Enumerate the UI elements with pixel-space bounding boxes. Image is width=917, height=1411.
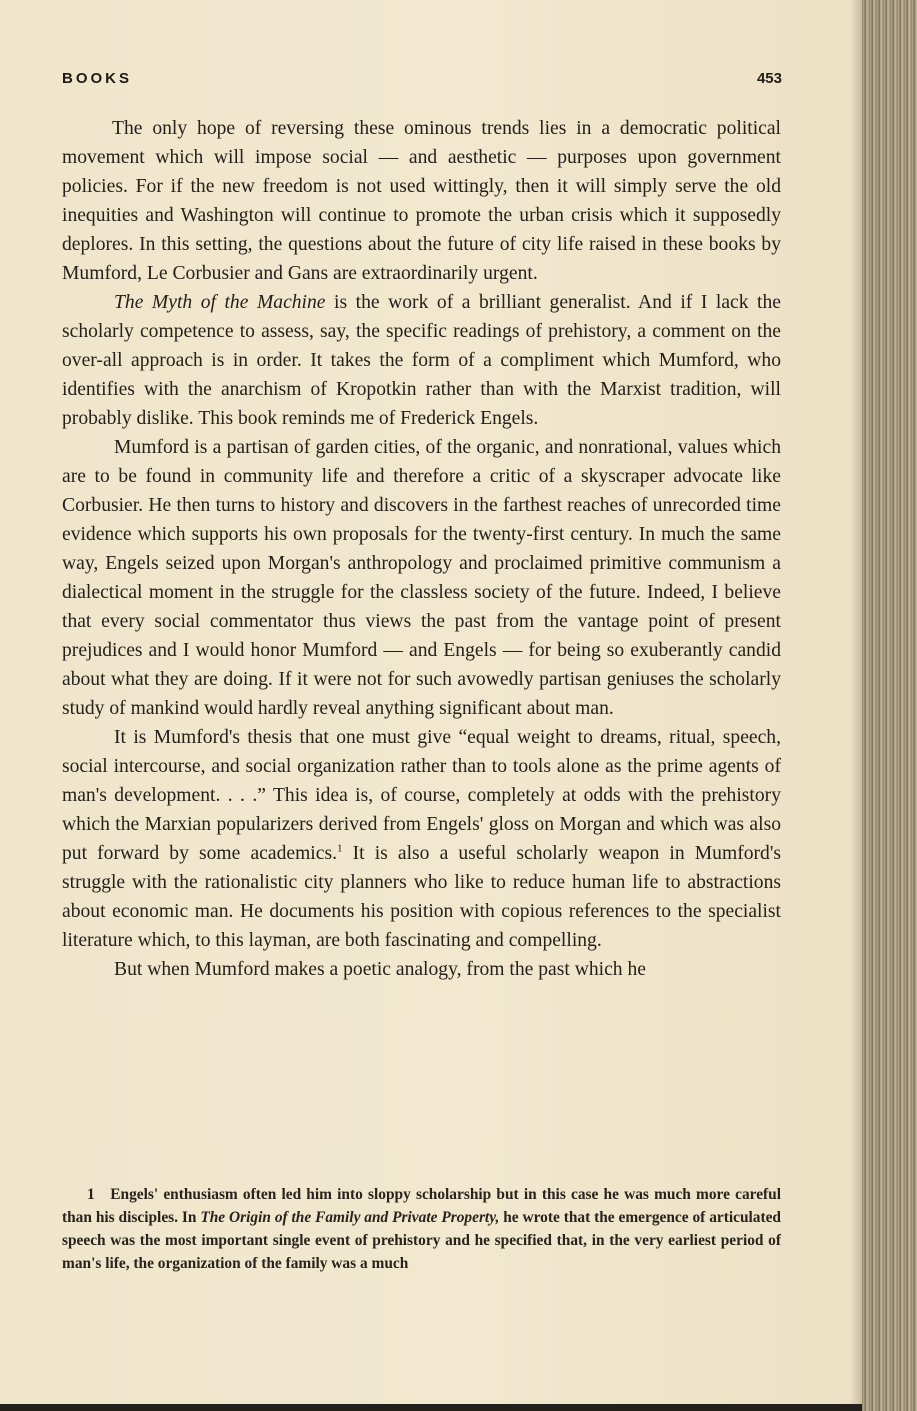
footnotes [62,1183,781,1275]
page-edge-stack [862,0,917,1411]
footnote-text-a: Engels' enthusiasm often led him into sloppy scholarship but in this case he was much more careful than his disciples. In [62,1186,781,1226]
running-head: BOOKS [62,70,133,87]
paragraph-2 [62,288,781,433]
bottom-dark-edge [0,1404,862,1411]
footnote-1 [62,1183,781,1275]
paragraph-1: The only hope of reversing these ominous trends lies in a democratic political movement which will impose social — and aesthetic — purposes upon government policies. For if the new freedom is not used wittingly, then it will simply serve the old inequities and Washington will continue to promote the urban crisis which it supposedly deplores. In this setting, the questions about the future of city life raised in these books by Mumford, Le Corbusier and Gans are extraordinarily urgent. [62,118,781,284]
paragraph-4 [62,723,781,955]
book-title-myth-of-the-machine: The Myth of the Machine [114,292,326,313]
footnote-number: 1 [87,1186,95,1203]
footnote-reference-1: 1 [336,842,343,855]
paragraph-3: Mumford is a partisan of garden cities, of the organic, and nonrational, values which are to be found in community life and therefore a critic of a skyscraper advocate like Corbusier. He then turns to history and discovers in the farthest reaches of unrecorded time evidence which supports his own proposals for the twenty-first century. In much the same way, Engels seized upon Morgan's anthropology and proclaimed primitive communism a dialectical moment in the struggle for the classless society of the future. Indeed, I believe that every social commentator thus views the past from the vantage point of present prejudices and I would honor Mumford — and Engels — for being so exuberantly candid about what they are doing. If it were not for such avowedly partisan geniuses the scholarly study of mankind would hardly reveal anything significant about man. [62,437,781,719]
page-number: 453 [756,70,782,87]
footnote-text-b: he wrote that the emergence of articulated speech was the most important single event of prehistory and he specified that, in the very earliest period of man's life, the organization of the family was a much [62,1209,781,1272]
footnote-book-title: The Origin of the Family and Private Property, [200,1209,500,1226]
paragraph-5: But when Mumford makes a poetic analogy, from the past which he [114,959,646,980]
paragraph-4-text-b: It is also a useful scholarly weapon in Mumford's struggle with the rationalistic city planners who like to reduce human life to abstractions about economic man. He documents his position with copious references to the specialist literature which, to this layman, are both fascinating and compelling. [62,843,781,951]
paragraph-4-text-a: It is Mumford's thesis that one must give “equal weight to dreams, ritual, speech, social intercourse, and social organization rather than to tools alone as the prime agents of man's development. . . .” This idea is, of course, completely at odds with the prehistory which the Marxian popularizers derived from Engels' gloss on Morgan and which was also put forward by some academics. [62,727,781,864]
paragraph-2-text: is the work of a brilliant generalist. And if I lack the scholarly competence to assess, say, the specific readings of prehistory, a comment on the over-all approach is in order. It takes the form of a compliment which Mumford, who identifies with the anarchism of Kropotkin rather than with the Marxist tradition, will probably dislike. This book reminds me of Frederick Engels. [62,292,781,429]
body-text [62,114,781,984]
page-header [62,70,782,94]
